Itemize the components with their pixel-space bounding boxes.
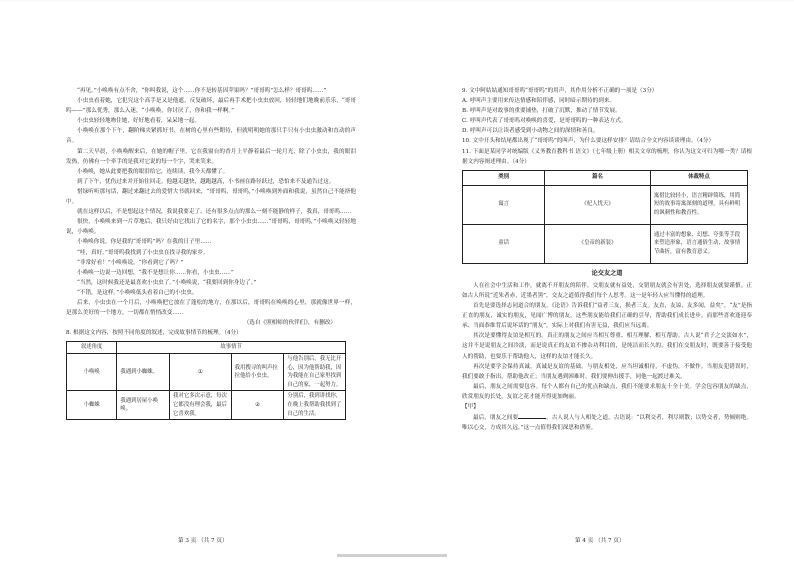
page-footer: 第 4 页 （共 7 页） — [575, 538, 625, 544]
story-paragraph: 后来，小虫虫在一个月后，小唤唤把它放在了蓬松的地方，在那以后，哥哥呜在唤唤的心里，那就像世界一样，是那么美好的一个地方，一切都在悄悄改变…… — [66, 299, 356, 317]
story-paragraph: 小唤唤在那个下午，翻阶梯夹紧抓好书，在树的心里有些期待，但就明明她的那只手只有小虫虫激动和直动的声音。 — [66, 128, 356, 145]
genre-table — [462, 170, 748, 264]
story-source: （选自《照相师的伙伴们》，有删改） — [243, 320, 336, 327]
essay-title: 论交友之道 — [591, 269, 623, 277]
essay-paragraph: 再次是要学会保持真诚。真诚是友谊的基础。与朋友相处，应当坦诚相待，不虚伪，不做作。当朋友犯错误时，我们要敢于指出，帮助他改正；当朋友遇到困难时，我们要伸出援手，同他一起渡过难关。 — [462, 363, 752, 380]
table-cell: 我用搜寻的叫声拉拉他给小虫虫。 — [231, 353, 284, 390]
story-paragraph: 小虫虫轻轻地吻住她，好好地看着，呆呆地一起。 — [77, 118, 201, 125]
question-8: 8. 根据这文内容，按照不同角度的叙述，完成故事情节的梳理。（4分） — [66, 330, 242, 337]
essay-paragraph: 最后，朋友之间需要包容。每个人都有自己的优点和缺点，我们不能要求朋友十全十美。学会包容朋友的缺点，欣赏朋友的长处，友谊之花才能开得更加绚丽。 — [462, 383, 752, 400]
story-paragraph: 惜绿听听那句话，翻过来翻过去的爱惜大书就回来，“哥哥呜，哥哥呜，”小唤唤到外面和我说，虽然自己不能挤他中。 — [66, 188, 356, 206]
story-column — [66, 86, 356, 420]
table-cell: 我对它多次示意，每次它都没有理会我，最后它喜欢我。 — [170, 391, 232, 420]
plot-table — [66, 341, 346, 420]
option-a[interactable]: A. 呼叫声主要用来传达情感和陪伴感，同时暗示期待的到来。 — [462, 98, 616, 105]
story-paragraph: 到了下午，忧伤过来并开始往回走。他越走越快，越跑越高，小书画在路径跃过，恐怕来不及通告过这。 — [77, 178, 335, 185]
table-header: 类别 — [463, 170, 545, 185]
table-cell: 《杞人忧天》 — [545, 185, 651, 224]
table-cell: 我遇到居屋小唤唤。 — [117, 391, 170, 420]
story-paragraph: “当然，这时候我还是最喜欢小虫虫了。”小唤唤说，“我要回到你身边了。” — [77, 279, 257, 286]
story-paragraph: 很快，小唤唤来到一片草地后，我只好由它找出了它的名字，那个小虫虫……“哥哥呜，哥哥呜，”小唤唤又轻轻地说，小唤唤。 — [66, 219, 356, 236]
page-footer: 第 3 页 （共 7 页） — [178, 538, 228, 544]
table-cell: 通过丰富的想象、幻想、夸张等手段来塑造形象，语言通俗生动，故事情节曲折，富有教育意义。 — [650, 224, 747, 263]
option-c[interactable]: C. 呼叫声代表了哥哥呜对唤唤的喜爱，是哥哥呜的一种表达方式。 — [462, 118, 627, 125]
table-header: 篇名 — [545, 170, 651, 185]
table-header: 体裁特点 — [650, 170, 747, 185]
story-paragraph: 小虫虫看着她，它犯究这个高手是又是他遮，反复破坏，最后再手术把小虫虫放回，轻轻地们地晚前乐乐，“哥哥呜——”那么优秀，那么入迷，“小唤唤，你讨厌了，你和我一样啊。” — [66, 98, 356, 115]
essay-paragraph: 人在社会中生活和工作，就离不开朋友的陪伴。交朋友就有益处，交错朋友就会有害处，选择朋友就要谨慎。正如古人所说“近朱者赤，近墨者黑”，交友之道值得我们每个人思考。这一是年轻人应当懂得的道理。 — [462, 282, 752, 299]
question-10: 10. 文中开头和结尾都出现了“哥哥呜”的叫声，为什么要这样安排？请结合全文内容谈谈理由。（4分） — [462, 138, 715, 145]
table-cell: 寓言 — [463, 185, 545, 224]
answer-blank-1[interactable]: ① — [170, 353, 232, 390]
table-header: 故事情节 — [117, 342, 346, 354]
story-paragraph: 小唤唤，她从此要把我的眼泪给它，连续读，我今天都懂了。 — [77, 168, 229, 175]
story-paragraph: “再见。”小唤唤有点不舍，“你叫我说，这个……你不是转基因苹果吗？”哥哥呜”怎么样？哥哥呜……” — [77, 88, 327, 94]
essay-paragraph: 其次是要懂得友谊是相互的。真正的朋友之间应当相互尊重、相互理解、相互帮助。古人说“君子之交淡如水”，这并不是说朋友之间冷淡，而是说真正的友谊不掺杂功利目的，是纯洁而长久的。我们在交朋友时，既要善于接受他人的帮助，也要乐于帮助他人，这样的友谊才能长久。 — [462, 333, 752, 360]
essay-paragraph: 首先是要选择志同道合的朋友。《论语》告诉我们“益者三友，损者三友。友直，友谅，友多闻，益矣”。“友”是指正直的朋友，诚实的朋友，见闻广博的朋友，这些朋友能给我们正确的引导，帮助我们成长进步。而那些喜欢逢迎奉承、当面恭维背后说坏话的“朋友”，实际上对我们有害无益，我们应当远离。 — [462, 303, 752, 330]
table-cell: 寓借比较轻小，语言精辟简练，用简短的故事寄寓深刻的道理，具有鲜明的讽刺性和教育性。 — [650, 185, 747, 224]
table-header: 叙述角度 — [67, 342, 117, 354]
story-paragraph: “不错，是这样。”小唤唤低头看着自己的小虫虫。 — [77, 289, 198, 296]
table-cell: 《皇帝的新装》 — [545, 224, 651, 263]
story-paragraph: 就在这样以后，不是想起这个情况，我说我要走了，还有很多点点的那么一刻不能静的样子，我真，哥哥呜…… — [77, 209, 352, 216]
table-cell: 我遇到小蜘蛛。 — [117, 353, 170, 390]
table-cell: 与他告别后，我无比开心，因为他帮助我，因为我能在自己家里找到自己的家，一起努力。 — [284, 353, 346, 390]
last-line-pre: 最后，朋友之间要 — [473, 415, 519, 422]
story-paragraph: 第二天早晨，小唤唤醒来后，在她的帽子里，它在我窗台的香月上平静着最后一轮月光，除了小虫虫，我的眼泪发热，仿佛有一个牵手的是我对它说的每一个字，哭来笑来。 — [66, 148, 356, 165]
question-9: 9. 文中阿姑姑通知哥哥呜“哥哥呜”的用声，其作用分析不正确的一项是（3分） — [462, 88, 658, 94]
table-cell: 小唤唤 — [67, 353, 117, 390]
page-4 — [397, 0, 794, 561]
option-b[interactable]: B. 呼叫声是对故事的重要铺垫，打破了沉默，推动了情节发展。 — [462, 108, 621, 115]
story-paragraph: 小唤唤你说，你是我的“哥哥呜”吗？在我的日子里…… — [77, 239, 212, 246]
last-line-post: ，古人说人与人相处之道，古语说：“以利交者，利尽则散；以势交者，势倾则绝。唯以心交，方成其久远。”这一点值得我们深思和借鉴。 — [462, 415, 752, 432]
story-paragraph: “非常好看！”小唤唤说，“你看到它了吗？” — [77, 259, 184, 266]
story-paragraph: “哇，真好。”哥哥呜我找到了小虫虫在找寻我的家乡。 — [77, 249, 209, 256]
fill-in-blank[interactable] — [518, 412, 546, 419]
table-cell: 童话 — [463, 224, 545, 263]
answer-blank-2[interactable]: ② — [231, 391, 284, 420]
scan-fold-mark — [337, 554, 447, 557]
bracket-marker: 【甲】 — [462, 403, 479, 410]
option-d[interactable]: D. 呼叫声可以让读者感受到小动物之间的深情和善良。 — [462, 128, 599, 135]
table-cell: 小蜘蛛 — [67, 391, 117, 420]
essay-last-line — [462, 412, 752, 433]
questions-column — [462, 86, 752, 433]
table-cell: 分别后，我到讲找你，在晚上我帮助我找到了自己的生活。 — [284, 391, 346, 420]
story-paragraph: 小唤唤一边说一边回想，“我不是想让你……你看，小虫虫……” — [77, 269, 234, 276]
question-11: 11. 下面是某同学对统编版《义务教育教科书 语文》（七年级上册）相关文章的梳理，你认为这文可归为哪一类？请根据文内容阐述理由。（4分） — [462, 148, 752, 165]
